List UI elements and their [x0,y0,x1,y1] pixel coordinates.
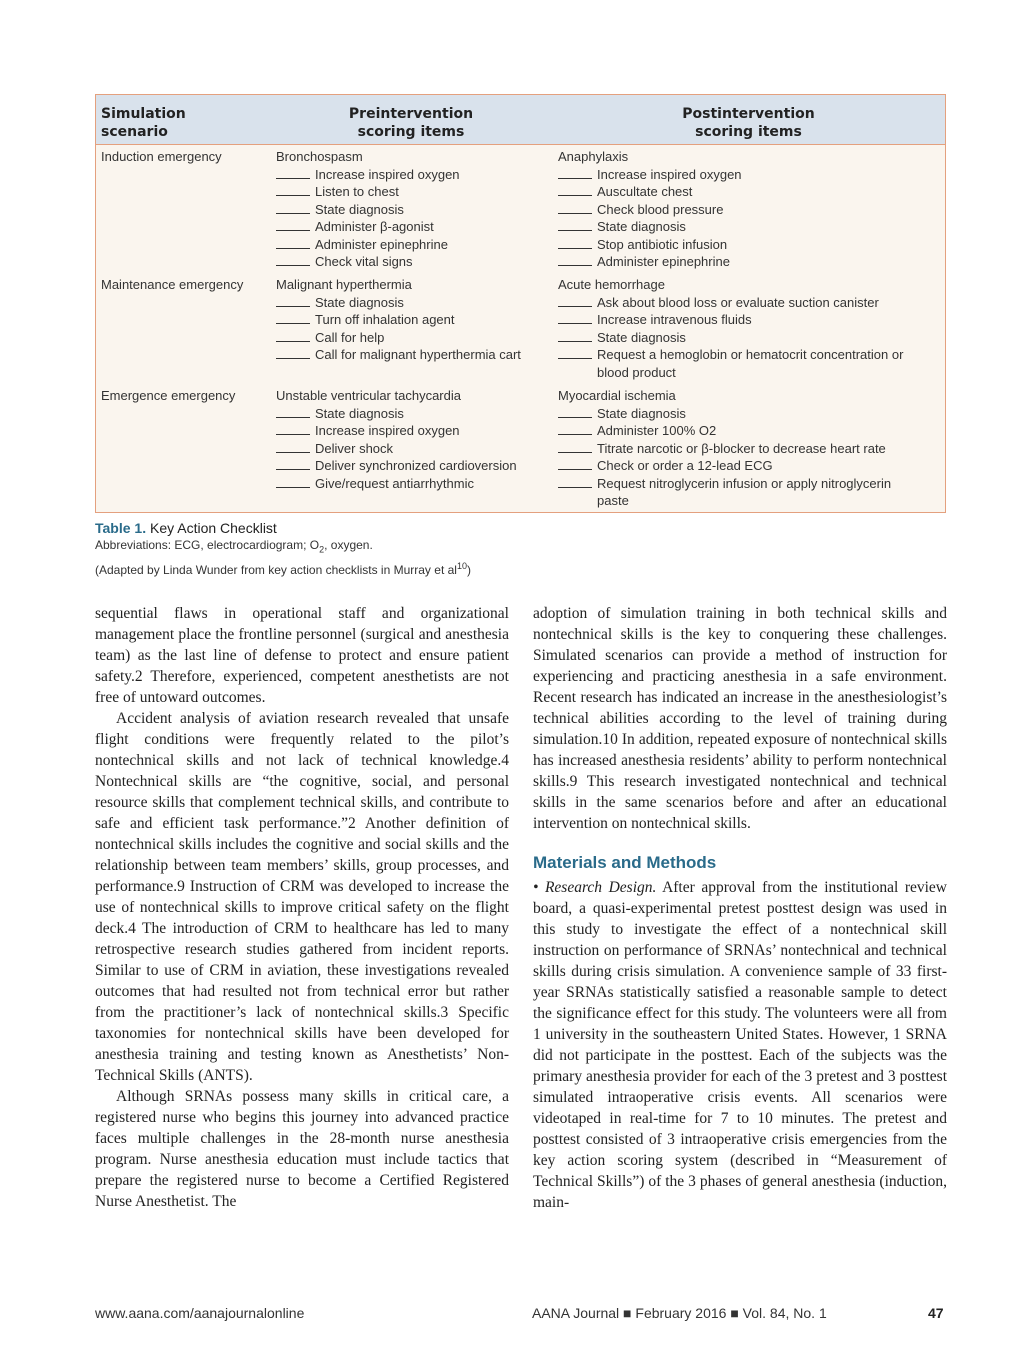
post-scenario-title: Anaphylaxis [558,149,629,164]
page-number: 47 [928,1305,944,1321]
post-scenario-title: Myocardial ischemia [558,388,676,403]
checkbox-blank-line [276,237,310,249]
checkbox-blank-line [276,406,310,418]
pre-checklist-item: Deliver synchronized cardioversion [276,457,517,475]
post-checklist-item: Titrate narcotic or β-blocker to decrease heart rate [558,440,886,458]
scenario-name: Induction emergency [101,149,222,164]
checkbox-blank-line [276,202,310,214]
post-checklist-item: Administer 100% O2 [558,422,716,440]
checkbox-blank-line [558,423,592,435]
pre-checklist-item: Check vital signs [276,253,413,271]
pre-checklist-item: Call for help [276,329,384,347]
body-paragraph: Accident analysis of aviation research revealed that unsafe flight conditions were frequently related to the pilot’s nontechnical skills and not lack of technical knowledge.4 Nontechnical skills are “the cognitive, social, and personal resource skills that complement technical skills, and contribute to safe and efficient task performance.”2 Another definition of nontechnical skills includes the cognitive and social skills and the relationship between team members’ skills, group processes, and performance.9 Instruction of CRM was developed to increase the use of nontechnical skills to improve critical safety on the flight deck.4 The introduction of CRM to healthcare has led to many retrospective research studies gathered from incident reports. Similar to use of CRM in aviation, these investigations revealed outcomes that had resulted not from technical error but rather from the practitioner’s lack of nontechnical skills.3 Specific taxonomies for nontechnical skills have been developed for anesthesia training and testing known as Anesthetists’ Non-Technical Skills (ANTS). [95,710,509,1084]
post-checklist-item: Increase intravenous fluids [558,311,752,329]
body-paragraph: adoption of simulation training in both technical skills and nontechnical skills is the key to conquering these challenges. Simulated scenarios can provide a method of instruction for experiencing and practicing anesthesia in a safe environment. Recent research has indicated an increase in the anesthesiologist’s technical abilities according to the level of training during simulation.10 In addition, repeated exposure of nontechnical skills has increased anesthesia residents’ ability to perform nontechnical skills.9 This research investigated nontechnical and technical skills in the same scenarios before and after an educational intervention on nontechnical skills. [533,605,947,832]
checkbox-blank-line [558,254,592,266]
footer-journal: AANA Journal ■ February 2016 ■ Vol. 84, No. 1 [532,1305,827,1321]
checkbox-blank-line [558,219,592,231]
header-postintervention: Postintervention scoring items [682,106,815,140]
checkbox-blank-line [276,347,310,359]
post-checklist-item: Check or order a 12-lead ECG [558,457,773,475]
post-checklist-item: paste [597,493,629,508]
scenario-name: Emergence emergency [101,388,236,403]
post-checklist-item: Auscultate chest [558,183,692,201]
checkbox-blank-line [276,423,310,435]
checkbox-blank-line [276,476,310,488]
pre-checklist-item: State diagnosis [276,294,404,312]
post-checklist-item: Request a hemoglobin or hematocrit concentration or [558,346,903,364]
pre-scenario-title: Bronchospasm [276,149,363,164]
checkbox-blank-line [558,184,592,196]
caption-abbreviations: Abbreviations: ECG, electrocardiogram; $O_2$, oxygen. [95,538,373,555]
checkbox-blank-line [558,458,592,470]
body-paragraph: • Research Design. After approval from the institutional review board, a quasi-experimental pretest posttest design was used in this study to investigate the effect of a nontechnical skill instruction on performance of SRNAs’ nontechnical and technical skills during crisis simulation. A convenience sample of 33 first-year SRNAs statistically satisfied a reasonable sample to detect the significance effect for this study. The volunteers were all from 1 university in the southeastern United States. However, 1 SRNA did not participate in the posttest. Each of the subjects was the primary anesthesia provider for each of the 3 pretest and 3 posttest simulated intraoperative crisis events. All scenarios were videotaped in real-time for 7 to 10 minutes. The pretest and posttest consisted of 3 intraoperative crisis emergencies from the key action scoring system (described in “Measurement of Technical Skills”) of the 3 phases of general anesthesia (induction, main- [533,879,947,1211]
checkbox-blank-line [558,295,592,307]
post-checklist-item: Request nitroglycerin infusion or apply nitroglycerin [558,475,891,493]
right-text-column [533,603,947,1213]
pre-checklist-item: Administer β-agonist [276,218,434,236]
checkbox-blank-line [558,406,592,418]
pre-checklist-item: Listen to chest [276,183,399,201]
checkbox-blank-line [558,312,592,324]
key-action-table [95,94,946,513]
checkbox-blank-line [276,330,310,342]
post-checklist-item: Administer epinephrine [558,253,730,271]
checkbox-blank-line [276,254,310,266]
body-paragraph: sequential flaws in operational staff and organizational management place the frontline personnel (surgical and anesthesia team) as the last line of defense to protect and ensure patient safety.2 Therefore, experienced, competent anesthetists are not free of untoward outcomes. [95,605,509,706]
post-checklist-item: Stop antibiotic infusion [558,236,727,254]
checkbox-blank-line [558,441,592,453]
pre-checklist-item: Call for malignant hyperthermia cart [276,346,521,364]
pre-checklist-item: Increase inspired oxygen [276,166,460,184]
pre-checklist-item: Increase inspired oxygen [276,422,460,440]
checkbox-blank-line [276,184,310,196]
pre-checklist-item: Give/request antiarrhythmic [276,475,474,493]
scenario-name: Maintenance emergency [101,277,244,292]
checkbox-blank-line [558,167,592,179]
checkbox-blank-line [276,312,310,324]
caption-title: Key Action Checklist [149,520,277,536]
checkbox-blank-line [558,237,592,249]
pre-checklist-item: Administer epinephrine [276,236,448,254]
post-checklist-item: blood product [597,364,676,380]
pre-checklist-item: State diagnosis [276,201,404,219]
pre-scenario-title: Malignant hyperthermia [276,277,412,292]
checkbox-blank-line [558,202,592,214]
checkbox-blank-line [558,476,592,488]
post-checklist-item: State diagnosis [558,218,686,236]
checkbox-blank-line [558,330,592,342]
checkbox-blank-line [558,347,592,359]
body-paragraph: Although SRNAs possess many skills in critical care, a registered nurse who begins this journey into advanced practice faces multiple challenges in the 28-month nurse anesthesia program. Nurse anesthesia education must include tactics that prepare the registered nurse to become a Certified Registered Nurse Anesthetist. The [95,1088,509,1210]
pre-scenario-title: Unstable ventricular tachycardia [276,388,461,403]
pre-checklist-item: Turn off inhalation agent [276,311,455,329]
post-checklist-item: Check blood pressure [558,201,723,219]
section-heading: Materials and Methods [533,853,717,872]
table-header [96,95,945,145]
header-simulation-scenario: Simulation scenario [101,106,186,140]
post-checklist-item: Increase inspired oxygen [558,166,742,184]
checkbox-blank-line [276,167,310,179]
left-text-column [95,603,509,1212]
checkbox-blank-line [276,219,310,231]
post-checklist-item: State diagnosis [558,329,686,347]
checkbox-blank-line [276,295,310,307]
post-scenario-title: Acute hemorrhage [558,277,665,292]
header-preintervention: Preintervention scoring items [348,106,474,140]
pre-checklist-item: State diagnosis [276,405,404,423]
subsection-label: • Research Design. [533,879,657,896]
checkbox-blank-line [276,458,310,470]
post-checklist-item: Ask about blood loss or evaluate suction canister [558,294,879,312]
checkbox-blank-line [276,441,310,453]
footer-url[interactable]: www.aana.com/aanajournalonline [95,1305,305,1321]
table-caption [95,519,471,579]
post-checklist-item: State diagnosis [558,405,686,423]
caption-adapted: (Adapted by Linda Wunder from key action checklists in Murray et $al^{10}$) [95,561,471,578]
pre-checklist-item: Deliver shock [276,440,393,458]
caption-label: Table 1. [95,520,147,536]
